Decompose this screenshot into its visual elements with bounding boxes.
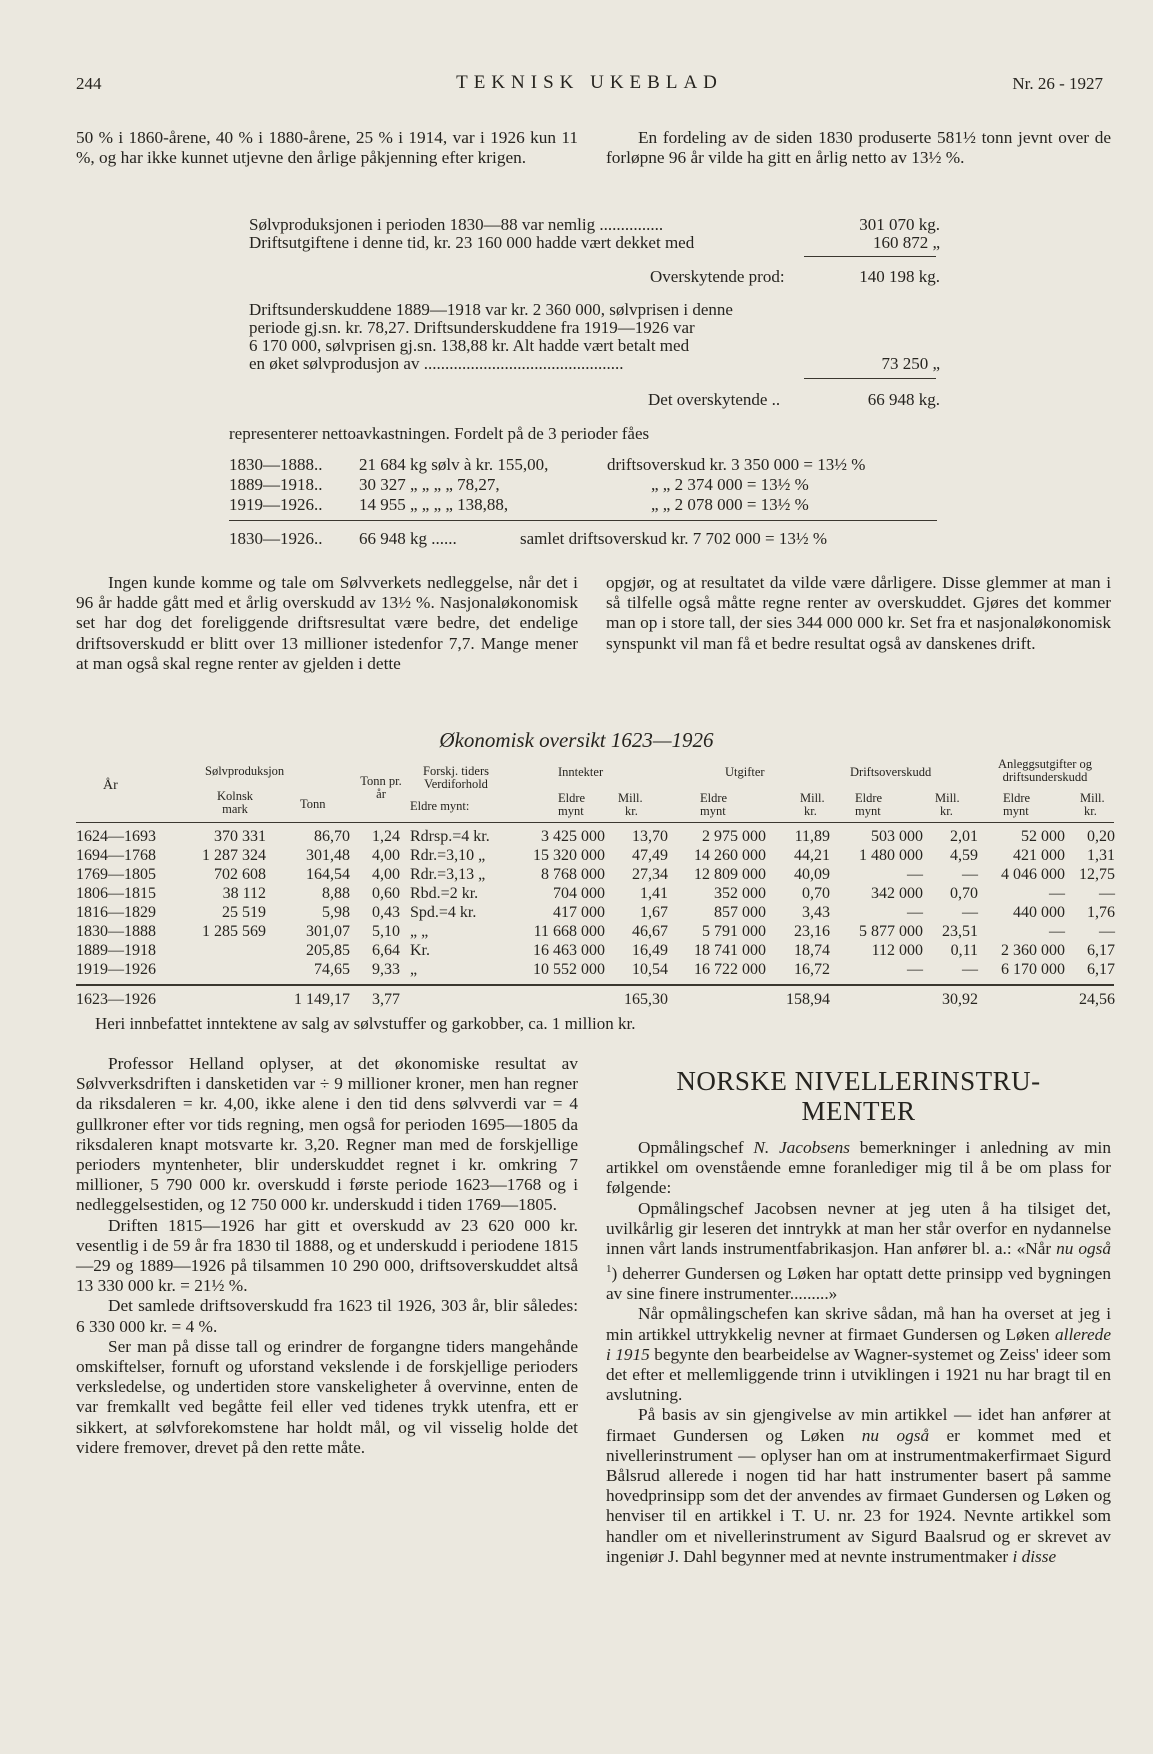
table-cell: 342 000 bbox=[871, 885, 923, 902]
table-cell: 3 425 000 bbox=[541, 828, 605, 845]
page-header bbox=[76, 74, 1103, 98]
table-cell: 352 000 bbox=[714, 885, 766, 902]
article-para-2-italic: nu også bbox=[1056, 1239, 1111, 1259]
mid-right bbox=[606, 573, 1111, 654]
table-cell: — bbox=[907, 961, 923, 978]
th-silver-production: Sølvproduksjon bbox=[205, 764, 285, 778]
period-2-kg: 30 327 „ „ „ „ 78,27, bbox=[359, 475, 500, 494]
table-cell: 0,11 bbox=[950, 942, 978, 959]
calc-line-6: representerer nettoavkastningen. Fordelt på de 3 perioder fåes bbox=[229, 424, 650, 443]
table-cell: 1 285 569 bbox=[202, 923, 266, 940]
table-cell: — bbox=[962, 904, 978, 921]
article-para-2-a: Opmålingschef Jacobsen nevner at jeg uten å ha tilsiget det, uvilkårlig gir leseren det inntrykk at man her står overfor en nydannelse innen vårt lands instrumentfabrikasjon. Han anfører bl. a.: «Når bbox=[606, 1198, 1111, 1259]
calc-para-4: en øket sølvprodusjon av ............................................... bbox=[249, 354, 624, 373]
calc-value-4: 73 250 „ bbox=[881, 354, 940, 373]
page-number: 244 bbox=[76, 74, 102, 93]
table-cell: 5 791 000 bbox=[702, 923, 766, 940]
table-cell: 1 287 324 bbox=[202, 847, 266, 864]
th-construction-eldre: Eldre bbox=[1003, 791, 1031, 805]
table-cell: 1889—1918 bbox=[76, 942, 156, 959]
table-cell: 0,60 bbox=[372, 885, 400, 902]
mid-right-text: opgjør, og at resultatet da vilde være dårligere. Disse glemmer at man i så tilfelle også måtte regne renter av overskuddet. Gjøres det kommer man op i store tall, der sies 344 000 000 kr. Set fra et nasjonaløkonomisk synspunkt vil man få et bedre resultat også av danskenes drift. bbox=[606, 573, 1111, 653]
table-cell: — bbox=[962, 961, 978, 978]
table-cell: — bbox=[1099, 923, 1115, 940]
table-cell: 12 809 000 bbox=[694, 866, 766, 883]
article-para-2 bbox=[606, 1199, 1111, 1305]
mid-left-text: Ingen kunde komme og tale om Sølvverkets nedleggelse, når det i 96 år hadde gått med et årlig overskudd av 13½ %. Nasjonaløkonomisk set har dog det foreliggende driftsresultat være bedre, det endelige driftsoverskudd er blitt over 13 millioner istedenfor 7,7. Mange mener at man også skal regne renter av gjelden i dette bbox=[76, 573, 578, 673]
table-cell: 1,24 bbox=[372, 828, 400, 845]
th-surplus-mynt: mynt bbox=[855, 804, 881, 818]
th-income-kr: kr. bbox=[625, 804, 638, 818]
table-cell: 205,85 bbox=[306, 942, 350, 959]
table-cell: Rdr.=3,10 „ bbox=[410, 847, 486, 864]
period-3-kg: 14 955 „ „ „ „ 138,88, bbox=[359, 495, 509, 514]
th-construction-kr: kr. bbox=[1084, 804, 1097, 818]
period-total-kg: 66 948 kg ...... bbox=[359, 529, 457, 548]
article-para-4-b: er kommet med et nivellerinstrument — oplyser han om at instrumentmakerfirmaet Sigurd Bålsrud allerede i nogen tid har hatt instrumenter basert på samme hovedprinsipp som det der anvendes av firmaet Gundersen og Løken og henviser til en artikkel i T. U. nr. 23 for 1924. Nevnte artikkel som handler om et nivellerinstrument av Sigurd Baalsrud og er skrevet av ingeniør J. Dahl begynner med at nevnte instrumentmaker bbox=[606, 1425, 1111, 1566]
table-cell: 112 000 bbox=[871, 942, 923, 959]
left-para-1: Professor Helland oplyser, at det økonomiske resultat av Sølvverksdriften i dansketiden var ÷ 9 millioner kroner, men han regner da riksdaleren = kr. 4,00, ikke alene i den tid dens sølvverdi var = 4 gullkroner efter vor tids regning, men også for perioden 1695—1805 da riksdaleren knapt motsvarte kr. 3,20. Regner man med de forskjellige perioders myntenheter, blir underskuddet regnet i kr. omkring 7 millioner, 5 790 000 kr. overskudd i første periode 1623—1768 og i nedleggelsestiden, og 12 750 000 kr. underskudd i tiden 1769—1805. bbox=[76, 1054, 578, 1215]
period-3-surplus: „ „ 2 078 000 = 13½ % bbox=[651, 495, 809, 514]
th-surplus-mill: Mill. bbox=[935, 791, 960, 805]
table-cell: 1919—1926 bbox=[76, 961, 156, 978]
article-para-2-b: ) deherrer Gundersen og Løken har optatt dette prinsipp ved bygningen av sine finere instrumenter.........» bbox=[606, 1263, 1111, 1304]
table-cell: 16 722 000 bbox=[694, 961, 766, 978]
table-cell: 1 480 000 bbox=[859, 847, 923, 864]
table-note: Heri innbefattet inntektene av salg av sølvstuffer og garkobber, ca. 1 million kr. bbox=[95, 1014, 636, 1033]
table-cell: 23,51 bbox=[942, 923, 978, 940]
table-cell: Rdr.=3,13 „ bbox=[410, 866, 486, 883]
table-cell: 16 463 000 bbox=[533, 942, 605, 959]
th-surplus: Driftsoverskudd bbox=[850, 765, 932, 779]
article-para-1-a: Opmålingschef bbox=[638, 1138, 754, 1157]
article-para-3-b: begynte den bearbeidelse av Wagner-systemet og Zeiss' ideer som det efter et mellemliggende trinn i utviklingen i 1921 nu har bragt til en avslutning. bbox=[606, 1344, 1111, 1405]
table-cell: 2 975 000 bbox=[702, 828, 766, 845]
table-rule-top bbox=[76, 822, 1114, 823]
table-cell: 6,17 bbox=[1087, 942, 1115, 959]
table-cell: 23,16 bbox=[794, 923, 830, 940]
th-construction-mynt: mynt bbox=[1003, 804, 1029, 818]
table-total-cell: 1 149,17 bbox=[294, 991, 350, 1008]
table-cell: 9,33 bbox=[372, 961, 400, 978]
article-title-1: NORSKE NIVELLERINSTRU- bbox=[676, 1066, 1041, 1096]
table-total-cell: 24,56 bbox=[1079, 991, 1115, 1008]
period-2-surplus: „ „ 2 374 000 = 13½ % bbox=[651, 475, 809, 494]
left-para-4: Ser man på disse tall og erindrer de forgangne tiders mangehånde omskiftelser, fornuft og uforstand vekslende i de forskjellige perioders verksledelse, og undertiden store vanskeligheter å overvinne, enten de var fremkallt ved begåtte feil eller ved tidenes trykk utenfra, ett er sikkert, at sølvforekomstene har holdt mål, og vil visselig holde det videre fremover, drevet på den rette måte. bbox=[76, 1336, 578, 1457]
article-para-1-b: bemerkninger i anledning av min artikkel om ovenstående emne foranlediger mig til å be om plass for følgende: bbox=[606, 1138, 1111, 1198]
table-cell: 86,70 bbox=[314, 828, 350, 845]
table-cell: 25 519 bbox=[222, 904, 266, 921]
table-cell: 6,64 bbox=[372, 942, 400, 959]
th-expenses-kr: kr. bbox=[804, 804, 817, 818]
period-3-years: 1919—1926.. bbox=[229, 495, 323, 514]
table-cell: 16,49 bbox=[632, 942, 668, 959]
table-cell: 0,20 bbox=[1087, 828, 1115, 845]
th-surplus-eldre: Eldre bbox=[855, 791, 883, 805]
intro-right bbox=[606, 128, 1111, 168]
calc-para-2: periode gj.sn. kr. 78,27. Driftsunderskuddene fra 1919—1926 var bbox=[249, 318, 695, 337]
article-para-1-name: N. Jacobsens bbox=[753, 1138, 851, 1157]
table-rule-bottom bbox=[76, 984, 1114, 986]
article-title-2: MENTER bbox=[801, 1096, 916, 1126]
table-cell: 1830—1888 bbox=[76, 923, 156, 940]
table-total-cell: 30,92 bbox=[942, 991, 978, 1008]
table-cell: 0,70 bbox=[802, 885, 830, 902]
mid-left bbox=[76, 573, 578, 674]
left-para-2: Driften 1815—1926 har gitt et overskudd av 23 620 000 kr. vesentlig i de 59 år fra 1830 til 1888, og et underskudd i periodene 1815—29 og 1889—1926 på tilsammen 10 290 000, driftsoverskuddet altså 13 330 000 kr. = 21½ %. bbox=[76, 1215, 578, 1296]
table-cell: — bbox=[907, 904, 923, 921]
th-construction: Anleggsutgifter og driftsunderskudd bbox=[997, 757, 1093, 784]
table-cell: „ „ bbox=[410, 923, 429, 940]
table-cell: 440 000 bbox=[1013, 904, 1065, 921]
th-income: Inntekter bbox=[558, 765, 604, 779]
right-column bbox=[606, 1066, 1111, 1567]
table-cell: 164,54 bbox=[306, 866, 350, 883]
th-older-coin: Eldre mynt: bbox=[410, 799, 470, 813]
table-cell: 10,54 bbox=[632, 961, 668, 978]
table-cell: 2,01 bbox=[950, 828, 978, 845]
overview-title: Økonomisk oversikt 1623—1926 bbox=[439, 728, 714, 752]
left-column bbox=[76, 1054, 578, 1458]
th-expenses-mill: Mill. bbox=[800, 791, 825, 805]
table-cell: 301,48 bbox=[306, 847, 350, 864]
table-cell: 27,34 bbox=[632, 866, 668, 883]
left-para-3: Det samlede driftsoverskudd fra 1623 til 1926, 303 år, blir således: 6 330 000 kr. = 4 %. bbox=[76, 1296, 578, 1336]
table-cell: 5,10 bbox=[372, 923, 400, 940]
th-income-mynt: mynt bbox=[558, 804, 584, 818]
article-para-4-italic: nu også bbox=[861, 1425, 930, 1445]
calc-value-5: 66 948 kg. bbox=[867, 390, 940, 409]
calc-rule-1 bbox=[804, 256, 936, 257]
footnote-mark: 1 bbox=[606, 1263, 612, 1276]
intro-left bbox=[76, 128, 578, 168]
article-para-4-a: På basis av sin gjengivelse av min artikkel — idet han anfører at firmaet Gundersen og Løken bbox=[606, 1405, 1111, 1445]
period-2-years: 1889—1918.. bbox=[229, 475, 323, 494]
calc-line-5: Det overskytende .. bbox=[648, 390, 781, 409]
table-cell: 11,89 bbox=[794, 828, 830, 845]
table-cell: 13,70 bbox=[632, 828, 668, 845]
table-cell: Rbd.=2 kr. bbox=[410, 885, 479, 902]
table-cell: 0,70 bbox=[950, 885, 978, 902]
table-cell: Rdrsp.=4 kr. bbox=[410, 828, 490, 845]
table-cell: 18,74 bbox=[794, 942, 830, 959]
th-value-relation: Forskj. tiders Verdiforhold bbox=[423, 764, 489, 791]
th-tonn: Tonn bbox=[300, 797, 326, 811]
table-cell: 3,43 bbox=[802, 904, 830, 921]
table-cell: 8 768 000 bbox=[541, 866, 605, 883]
calc-line-2: Driftsutgiftene i denne tid, kr. 23 160 000 hadde vært dekket med bbox=[249, 233, 695, 252]
calc-line-3: Overskytende prod: bbox=[650, 267, 785, 286]
article-para-4 bbox=[606, 1405, 1111, 1567]
article-para-1 bbox=[606, 1138, 1111, 1199]
table-cell: 4,00 bbox=[372, 847, 400, 864]
table-cell: 4 046 000 bbox=[1001, 866, 1065, 883]
th-surplus-kr: kr. bbox=[940, 804, 953, 818]
table-cell: 6,17 bbox=[1087, 961, 1115, 978]
table-cell: — bbox=[1049, 923, 1065, 940]
table-cell: 40,09 bbox=[794, 866, 830, 883]
calc-para-1: Driftsunderskuddene 1889—1918 var kr. 2 360 000, sølvprisen i denne bbox=[249, 300, 733, 319]
table-cell: 702 608 bbox=[214, 866, 266, 883]
article-para-4-end: i disse bbox=[1012, 1546, 1057, 1566]
table-cell: 8,88 bbox=[322, 885, 350, 902]
period-1-kg: 21 684 kg sølv à kr. 155,00, bbox=[359, 455, 549, 474]
table-cell: — bbox=[907, 866, 923, 883]
table-cell: 1816—1829 bbox=[76, 904, 156, 921]
table-cell: 301,07 bbox=[306, 923, 350, 940]
table-cell: 417 000 bbox=[553, 904, 605, 921]
table-cell: 503 000 bbox=[871, 828, 923, 845]
table-cell: 1,41 bbox=[640, 885, 668, 902]
th-tonn-per-year: Tonn pr. år bbox=[360, 774, 402, 801]
intro-right-text: En fordeling av de siden 1830 produserte 581½ tonn jevnt over de forløpne 96 år vilde ha gitt en årlig netto av 13½ %. bbox=[606, 128, 1111, 168]
table-cell: 2 360 000 bbox=[1001, 942, 1065, 959]
th-expenses-mynt: mynt bbox=[700, 804, 726, 818]
table-cell: 421 000 bbox=[1013, 847, 1065, 864]
table-cell: „ bbox=[410, 961, 418, 978]
table-cell: 12,75 bbox=[1079, 866, 1115, 883]
period-1-surplus: driftsoverskud kr. 3 350 000 = 13½ % bbox=[607, 455, 866, 474]
article-para-3 bbox=[606, 1304, 1111, 1405]
calc-para-3: 6 170 000, sølvprisen gj.sn. 138,88 kr. Alt hadde vært betalt med bbox=[249, 336, 690, 355]
table-cell: 47,49 bbox=[632, 847, 668, 864]
table-total-cell: 3,77 bbox=[372, 991, 400, 1008]
table-cell: 5 877 000 bbox=[859, 923, 923, 940]
table-cell: 1769—1805 bbox=[76, 866, 156, 883]
table-total-cell: 1623—1926 bbox=[76, 991, 156, 1008]
table-cell: Kr. bbox=[410, 942, 430, 959]
th-income-mill: Mill. bbox=[618, 791, 643, 805]
table-cell: 1624—1693 bbox=[76, 828, 156, 845]
table-cell: 44,21 bbox=[794, 847, 830, 864]
table-cell: 0,43 bbox=[372, 904, 400, 921]
table-cell: 46,67 bbox=[632, 923, 668, 940]
th-kolnsk-mark: Kolnsk mark bbox=[216, 789, 254, 816]
table-cell: 10 552 000 bbox=[533, 961, 605, 978]
calc-line-1: Sølvproduksjonen i perioden 1830—88 var nemlig ............... bbox=[249, 215, 664, 234]
th-year: År bbox=[103, 778, 118, 793]
calc-value-3: 140 198 kg. bbox=[859, 267, 940, 286]
period-total-surplus: samlet driftsoverskud kr. 7 702 000 = 13½ % bbox=[520, 529, 828, 548]
table-cell: 15 320 000 bbox=[533, 847, 605, 864]
table-cell: 14 260 000 bbox=[694, 847, 766, 864]
table-cell: 52 000 bbox=[1021, 828, 1065, 845]
table-cell: 18 741 000 bbox=[694, 942, 766, 959]
table-cell: — bbox=[1049, 885, 1065, 902]
period-1-years: 1830—1888.. bbox=[229, 455, 323, 474]
table-cell: 5,98 bbox=[322, 904, 350, 921]
table-cell: 1,31 bbox=[1087, 847, 1115, 864]
table-cell: 4,59 bbox=[950, 847, 978, 864]
table-cell: — bbox=[1099, 885, 1115, 902]
period-total-years: 1830—1926.. bbox=[229, 529, 323, 548]
table-cell: 1,76 bbox=[1087, 904, 1115, 921]
table-cell: 6 170 000 bbox=[1001, 961, 1065, 978]
calc-value-2: 160 872 „ bbox=[872, 233, 940, 252]
period-rule bbox=[229, 520, 937, 521]
table-cell: 38 112 bbox=[222, 885, 266, 902]
table-total-cell: 158,94 bbox=[786, 991, 830, 1008]
intro-left-text: 50 % i 1860-årene, 40 % i 1880-årene, 25 % i 1914, var i 1926 kun 11 %, og har ikke kunnet utjevne den årlige påkjenning efter krigen. bbox=[76, 128, 578, 168]
table-cell: 11 668 000 bbox=[533, 923, 605, 940]
journal-title: TEKNISK UKEBLAD bbox=[456, 72, 723, 93]
th-expenses: Utgifter bbox=[725, 765, 765, 779]
table-cell: 857 000 bbox=[714, 904, 766, 921]
table-cell: 1694—1768 bbox=[76, 847, 156, 864]
table-cell: — bbox=[962, 866, 978, 883]
calc-value-1: 301 070 kg. bbox=[859, 215, 940, 234]
table-cell: 16,72 bbox=[794, 961, 830, 978]
th-construction-mill: Mill. bbox=[1080, 791, 1105, 805]
calc-rule-2 bbox=[804, 378, 936, 379]
article-para-3-a: Når opmålingschefen kan skrive sådan, må han ha overset at jeg i min artikkel uttrykkelig nevner at firmaet Gundersen og Løken bbox=[606, 1304, 1111, 1344]
table-cell: 704 000 bbox=[553, 885, 605, 902]
table-cell: 1,67 bbox=[640, 904, 668, 921]
table-cell: 1806—1815 bbox=[76, 885, 156, 902]
table-cell: 370 331 bbox=[214, 828, 266, 845]
table-cell: 74,65 bbox=[314, 961, 350, 978]
issue-number: Nr. 26 - 1927 bbox=[1012, 74, 1103, 93]
table-cell: 4,00 bbox=[372, 866, 400, 883]
table-cell: Spd.=4 kr. bbox=[410, 904, 477, 921]
table-total-cell: 165,30 bbox=[624, 991, 668, 1008]
th-expenses-eldre: Eldre bbox=[700, 791, 728, 805]
th-income-eldre: Eldre bbox=[558, 791, 586, 805]
article-para-3-italic: allerede i 1915 bbox=[606, 1324, 1111, 1364]
